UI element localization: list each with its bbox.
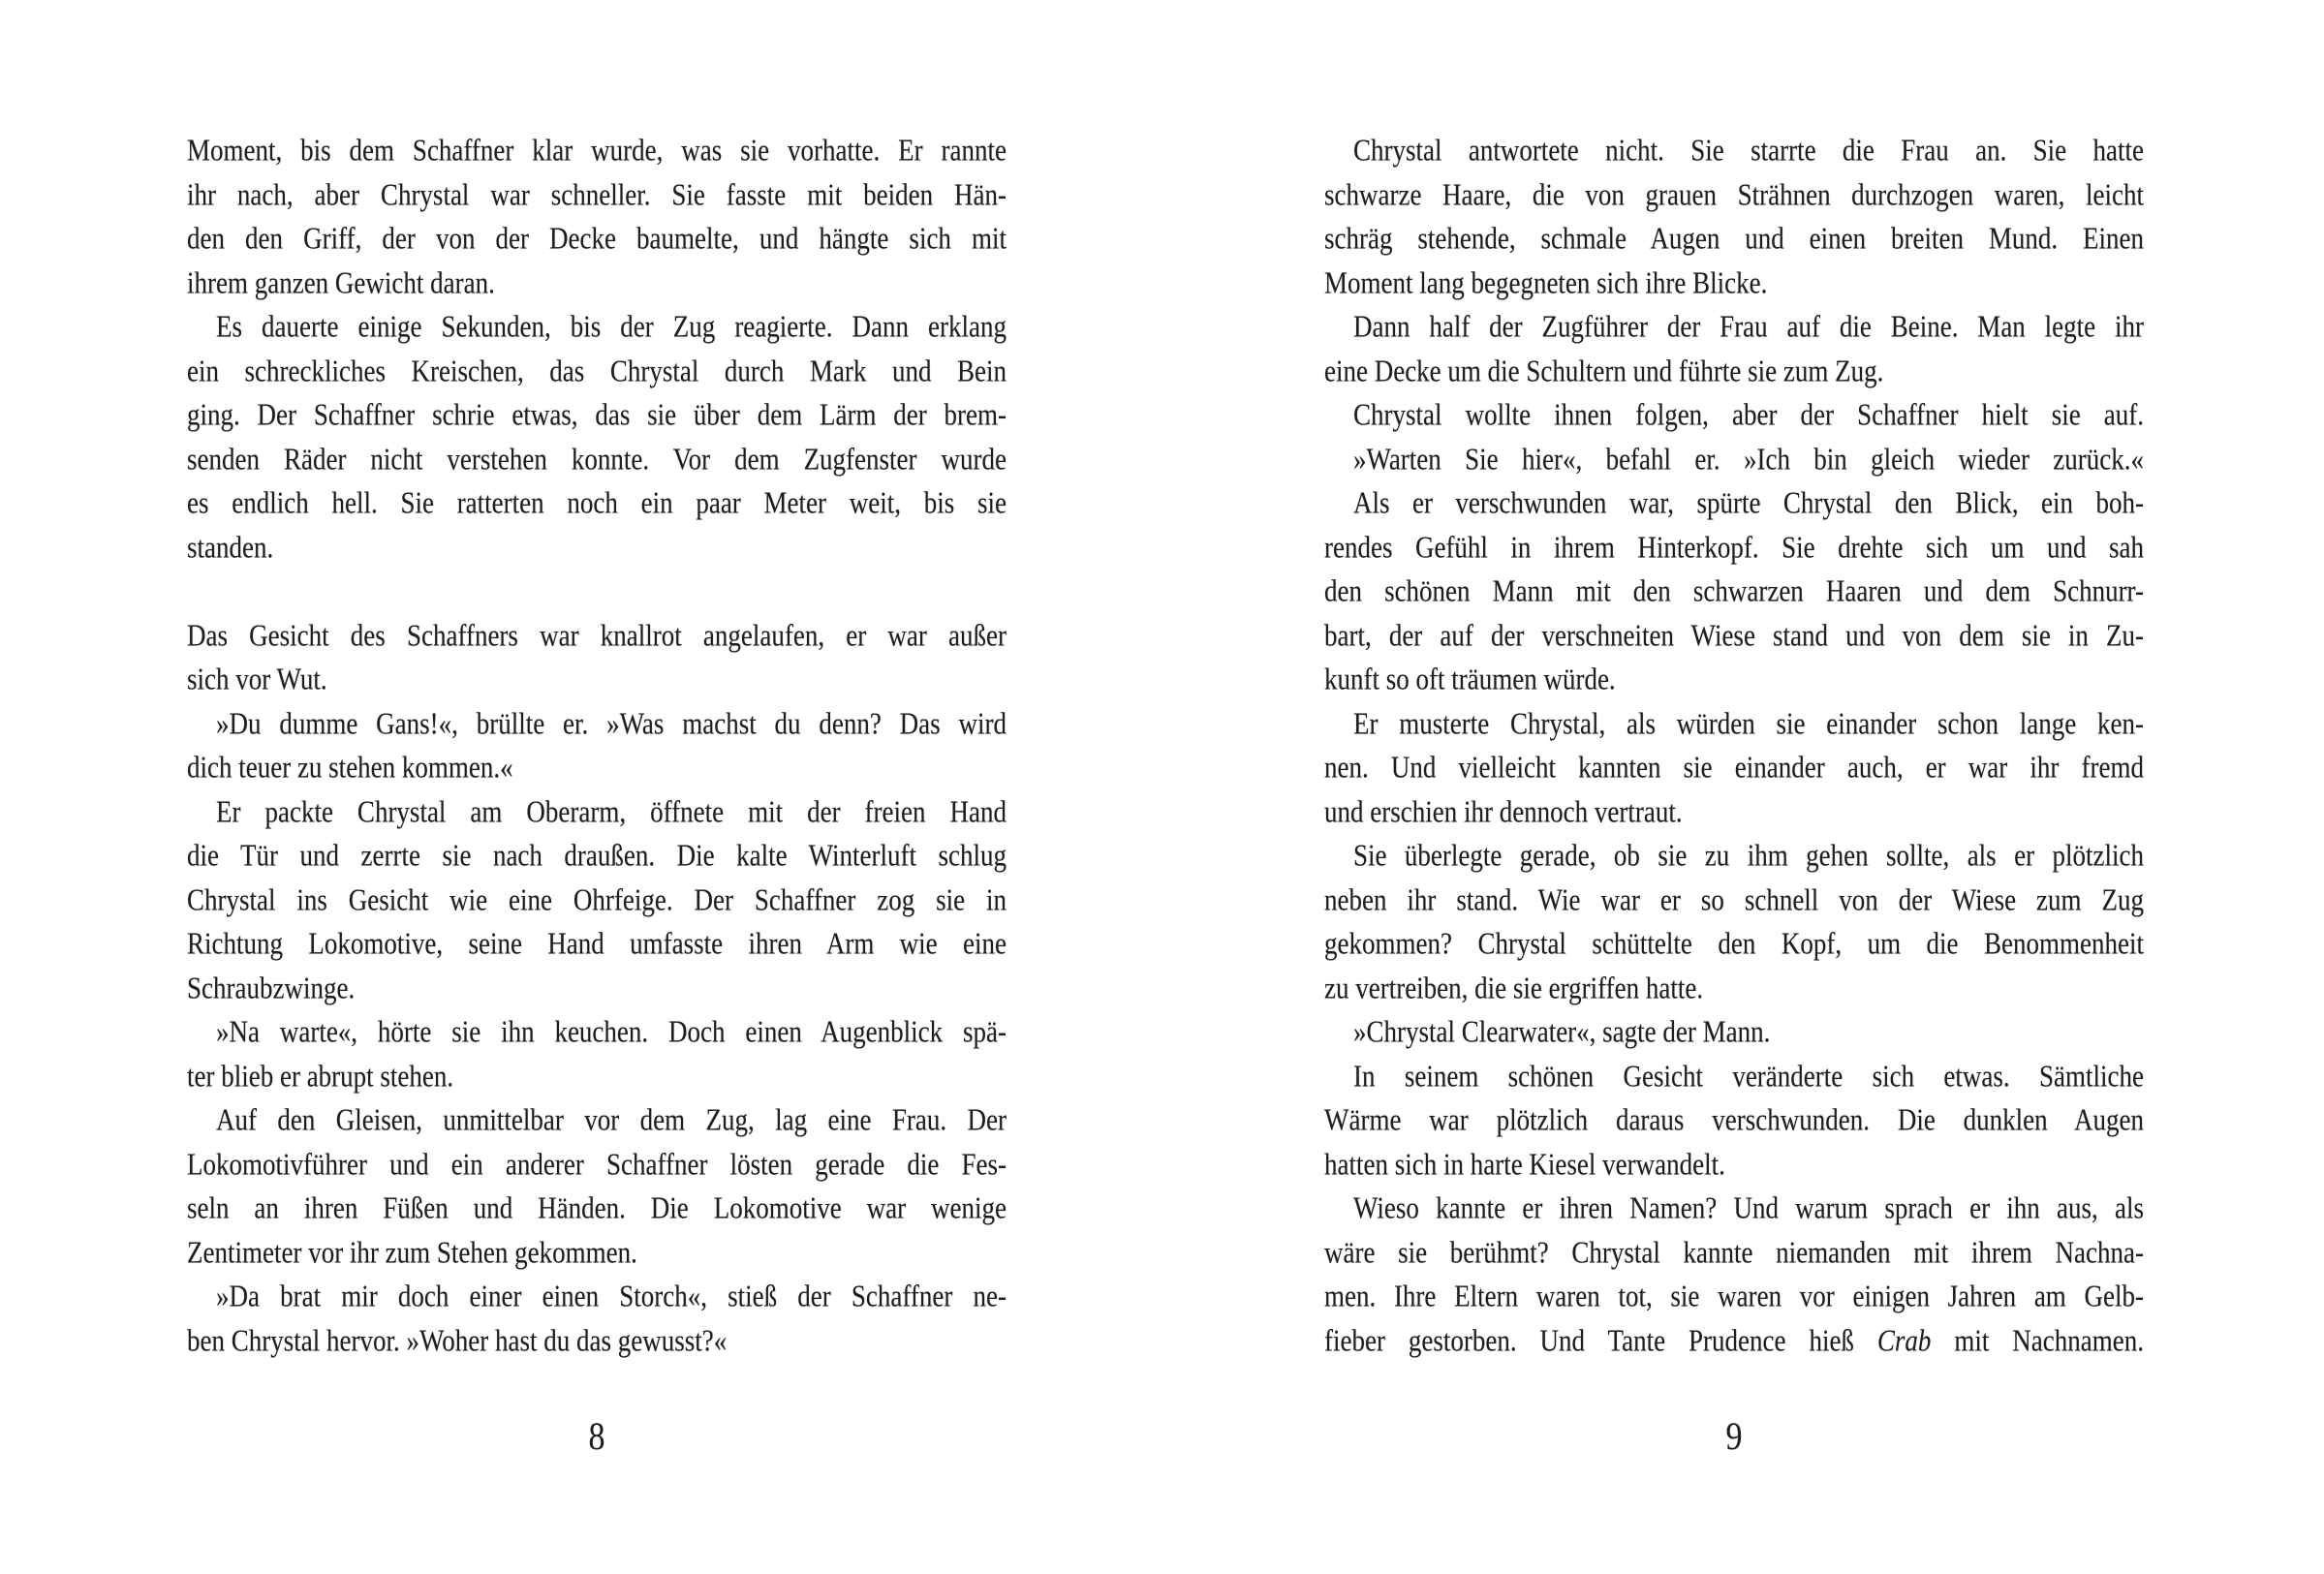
text-line: Auf den Gleisen, unmittelbar vor dem Zug, lag eine Frau. Der (216, 1102, 1007, 1137)
text-line: Schraubzwinge. (187, 970, 356, 1005)
text-line: seln an ihren Füßen und Händen. Die Lokomotive war wenige (187, 1190, 1007, 1225)
text-line: es endlich hell. Sie ratterten noch ein paar Meter weit, bis sie (187, 485, 1007, 520)
text-line: den schönen Mann mit den schwarzen Haaren und dem Schnurr- (1324, 573, 2144, 608)
page-9-text-block (1324, 129, 2144, 1363)
text-line: ein schreckliches Kreischen, das Chrystal durch Mark und Bein (187, 353, 1007, 388)
text-line: Wärme war plötzlich daraus verschwunden. Die dunklen Augen (1324, 1102, 2144, 1137)
text-line: Er musterte Chrystal, als würden sie einander schon lange ken- (1353, 705, 2144, 741)
text-line: und erschien ihr dennoch vertraut. (1324, 793, 1683, 829)
text-line: bart, der auf der verschneiten Wiese stand und von dem sie in Zu- (1324, 617, 2144, 653)
text-line: standen. (187, 529, 274, 565)
text-line: zu vertreiben, die sie ergriffen hatte. (1324, 970, 1704, 1005)
text-line: dich teuer zu stehen kommen.« (187, 750, 513, 785)
text-line: Wieso kannte er ihren Namen? Und warum sprach er ihn aus, als (1353, 1190, 2144, 1225)
text-line: hatten sich in harte Kiesel verwandelt. (1324, 1146, 1725, 1182)
text-segment: mit Nachnamen. (1931, 1322, 2144, 1358)
text-line: Das Gesicht des Schaffners war knallrot angelaufen, er war außer (187, 617, 1007, 653)
text-line: Er packte Chrystal am Oberarm, öffnete mit der freien Hand (216, 793, 1007, 829)
text-line: schwarze Haare, die von grauen Strähnen durchzogen waren, leicht (1324, 176, 2144, 212)
italic-text: Crab (1876, 1322, 1932, 1358)
text-line: Moment, bis dem Schaffner klar wurde, was sie vorhatte. Er rannte (187, 133, 1007, 168)
text-line: Sie überlegte gerade, ob sie zu ihm gehen sollte, als er plötzlich (1353, 838, 2144, 873)
page-number-left: 8 (588, 1415, 605, 1459)
text-line: ihr nach, aber Chrystal war schneller. Sie fasste mit beiden Hän- (187, 176, 1007, 212)
text-line: senden Räder nicht verstehen konnte. Vor dem Zugfenster wurde (187, 441, 1007, 477)
text-line: »Na warte«, hörte sie ihn keuchen. Doch einen Augenblick spä- (216, 1014, 1007, 1049)
text-line: ben Chrystal hervor. »Woher hast du das gewusst?« (187, 1322, 728, 1358)
text-line: In seinem schönen Gesicht veränderte sich etwas. Sämtliche (1353, 1058, 2144, 1094)
text-line: wäre sie berühmt? Chrystal kannte niemanden mit ihrem Nachna- (1324, 1234, 2144, 1270)
text-line: neben ihr stand. Wie war er so schnell von der Wiese zum Zug (1324, 881, 2144, 917)
text-line: ihrem ganzen Gewicht daran. (187, 264, 495, 300)
text-segment: fieber gestorben. Und Tante Prudence hieß (1324, 1322, 1877, 1358)
text-line: Zentimeter vor ihr zum Stehen gekommen. (187, 1234, 637, 1270)
text-line: »Warten Sie hier«, befahl er. »Ich bin gleich wieder zurück.« (1353, 441, 2144, 477)
text-line: nen. Und vielleicht kannten sie einander auch, er war ihr fremd (1324, 750, 2144, 785)
page-number-right: 9 (1725, 1415, 1743, 1459)
text-line: Chrystal ins Gesicht wie eine Ohrfeige. Der Schaffner zog sie in (187, 881, 1007, 917)
page-8-text-block (187, 129, 1007, 1363)
text-line: men. Ihre Eltern waren tot, sie waren vor einigen Jahren am Gelb- (1324, 1279, 2144, 1313)
text-line: Chrystal wollte ihnen folgen, aber der Schaffner hielt sie auf. (1353, 397, 2144, 432)
text-line: »Da brat mir doch einer einen Storch«, stieß der Schaffner ne- (216, 1279, 1007, 1313)
text-line: eine Decke um die Schultern und führte sie zum Zug. (1324, 353, 1884, 388)
text-line: Lokomotivführer und ein anderer Schaffner lösten gerade die Fes- (187, 1146, 1007, 1182)
text-line: Chrystal antwortete nicht. Sie starrte die Frau an. Sie hatte (1353, 133, 2144, 168)
text-line: Dann half der Zugführer der Frau auf die Beine. Man legte ihr (1353, 309, 2144, 344)
text-line: Es dauerte einige Sekunden, bis der Zug reagierte. Dann erklang (216, 309, 1007, 344)
text-line: kunft so oft träumen würde. (1324, 662, 1616, 696)
text-line: Richtung Lokomotive, seine Hand umfasste ihren Arm wie eine (187, 926, 1007, 961)
text-line: Moment lang begegneten sich ihre Blicke. (1324, 264, 1768, 300)
text-line: rendes Gefühl in ihrem Hinterkopf. Sie drehte sich um und sah (1324, 529, 2144, 565)
text-line: sich vor Wut. (187, 662, 327, 696)
text-line: schräg stehende, schmale Augen und einen breiten Mund. Einen (1324, 221, 2144, 256)
text-line: Als er verschwunden war, spürte Chrystal den Blick, ein boh- (1353, 485, 2144, 520)
text-line: den den Griff, der von der Decke baumelte, und hängte sich mit (187, 221, 1007, 256)
text-line: ging. Der Schaffner schrie etwas, das sie über dem Lärm der brem- (187, 397, 1007, 432)
text-line (1324, 1314, 2144, 1367)
text-line: die Tür und zerrte sie nach draußen. Die kalte Winterluft schlug (187, 838, 1007, 873)
text-line: gekommen? Chrystal schüttelte den Kopf, um die Benommenheit (1324, 926, 2144, 961)
text-line: »Du dumme Gans!«, brüllte er. »Was machst du denn? Das wird (216, 705, 1007, 741)
text-line: »Chrystal Clearwater«, sagte der Mann. (1353, 1014, 1771, 1049)
text-line: ter blieb er abrupt stehen. (187, 1058, 454, 1094)
